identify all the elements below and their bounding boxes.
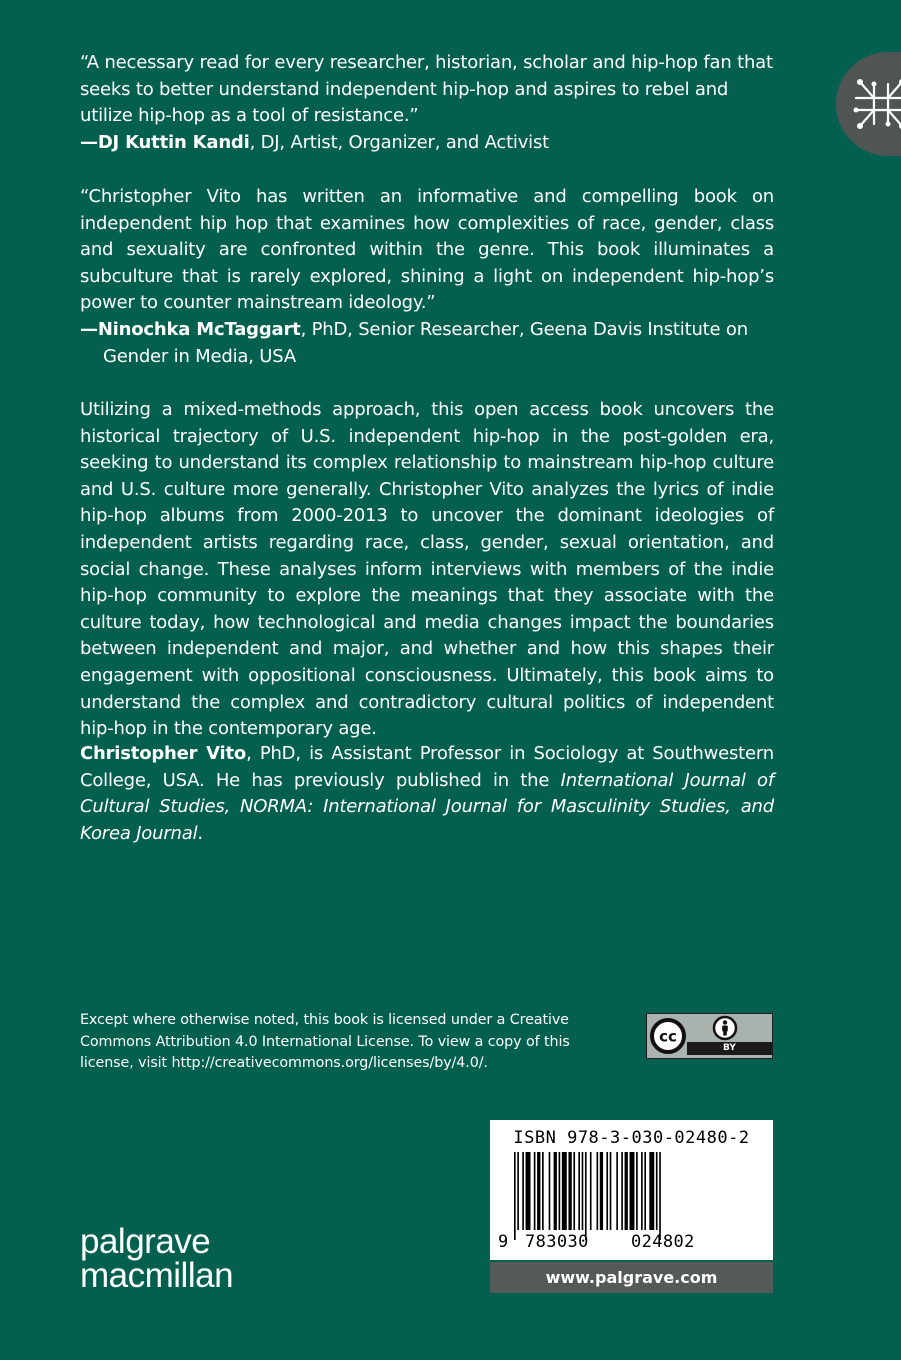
isbn-barcode bbox=[490, 1120, 773, 1260]
barcode-right-digits: 024802 bbox=[631, 1232, 695, 1252]
quote-1-attribution: —DJ Kuttin Kandi, DJ, Artist, Organizer, and Activist bbox=[80, 131, 550, 153]
cc-by-label: BY bbox=[723, 1043, 736, 1053]
creative-commons-icon bbox=[648, 1014, 688, 1058]
barcode-left-digits: 783030 bbox=[525, 1232, 589, 1252]
quote-1-author: DJ Kuttin Kandi bbox=[97, 131, 250, 153]
barcode-bar bbox=[610, 1152, 612, 1230]
barcode-bar bbox=[559, 1152, 561, 1230]
license-notice: Except where otherwise noted, this book is licensed under a Creative Commons Attribution 4.0 International License. To view a copy of this license, visit http://creativecommons.org/licenses/by/4.0/. bbox=[80, 1012, 570, 1071]
barcode-bar bbox=[514, 1152, 516, 1240]
quote-2-role: , PhD, Senior Researcher, Geena Davis Institute on Gender in Media, USA bbox=[103, 318, 748, 367]
barcode-bar bbox=[549, 1152, 551, 1230]
barcode-bar bbox=[522, 1152, 524, 1230]
barcode-bar bbox=[585, 1152, 587, 1240]
author-name: Christopher Vito bbox=[80, 743, 247, 764]
publisher-badge bbox=[836, 52, 901, 156]
barcode-bar bbox=[641, 1152, 643, 1230]
barcode-bar bbox=[600, 1152, 603, 1230]
barcode-bar bbox=[606, 1152, 608, 1230]
barcode-bar bbox=[656, 1152, 658, 1230]
barcode-bar bbox=[625, 1152, 628, 1230]
barcode-bar bbox=[578, 1152, 580, 1230]
book-description: Utilizing a mixed-methods approach, this open access book uncovers the historical trajectory of U.S. independent hip-hop in the post-golden era, seeking to understand its complex relationship to mainstream hip-hop culture and U.S. culture more generally. Christopher Vito analyzes the lyrics of indie hip-hop albums from 2000-2013 to uncover the dominant ideologies of independent artists regarding race, class, gender, sexual orientation, and social change. These analyses inform interviews with members of the indie hip-hop community to explore the meanings that they associate with the culture today, how technological and media changes impact the boundaries between independent and major, and whether and how this shapes their engagement with oppositional consciousness. Ultimately, this book aims to understand the complex and contradictory cultural politics of independent hip-hop in the contemporary age. bbox=[80, 399, 774, 740]
barcode-bar bbox=[573, 1152, 575, 1230]
barcode-bar bbox=[562, 1152, 567, 1230]
svg-text:cc: cc bbox=[659, 1027, 677, 1046]
author-bio: Christopher Vito, PhD, is Assistant Professor in Sociology at Southwestern College, USA. He has previously published in the International Journal of Cultural Studies, NORMA: International Journal for Masculinity Studies, and Korea Journal. bbox=[80, 743, 774, 844]
barcode-bar bbox=[534, 1152, 536, 1230]
isbn-label: ISBN 978-3-030-02480-2 bbox=[513, 1128, 750, 1148]
quote-1-role: , DJ, Artist, Organizer, and Activist bbox=[249, 131, 550, 153]
barcode-bar bbox=[636, 1152, 638, 1230]
barcode-bar bbox=[621, 1152, 623, 1230]
cc-by-badge bbox=[646, 1013, 773, 1059]
journal-list: International Journal of Cultural Studies, NORMA: International Journal for Masculinity Studies, and Korea Journal bbox=[80, 769, 774, 844]
quote-1-text: “A necessary read for every researcher, historian, scholar and hip-hop fan that seeks to better understand independent hip-hop and aspires to rebel and utilize hip-hop as a tool of resistance.” bbox=[80, 52, 773, 127]
endorsement-quote-2 bbox=[80, 184, 774, 370]
logo-line-1: palgrave bbox=[80, 1222, 211, 1261]
quote-2-author: Ninochka McTaggart bbox=[97, 318, 301, 340]
barcode-bar bbox=[597, 1152, 599, 1230]
barcode-bar bbox=[568, 1152, 571, 1230]
barcode-bar bbox=[526, 1152, 531, 1230]
quote-2-attribution: —Ninochka McTaggart, PhD, Senior Researcher, Geena Davis Institute on Gender in Media, USA bbox=[80, 318, 748, 367]
barcode-bar bbox=[659, 1152, 661, 1240]
logo-line-2: macmillan bbox=[80, 1256, 234, 1295]
barcode-bar bbox=[582, 1152, 584, 1230]
endorsement-quote-1 bbox=[80, 50, 774, 156]
barcode-bar bbox=[554, 1152, 557, 1230]
barcode-bar bbox=[649, 1152, 654, 1230]
barcode-bar bbox=[517, 1152, 519, 1230]
barcode-bars bbox=[512, 1152, 752, 1240]
barcode-bar bbox=[537, 1152, 540, 1230]
barcode-first-digit: 9 bbox=[498, 1232, 509, 1252]
network-node-icon bbox=[850, 76, 901, 132]
publisher-url[interactable]: www.palgrave.com bbox=[490, 1262, 773, 1293]
barcode-bar bbox=[644, 1152, 646, 1230]
barcode-bar bbox=[590, 1152, 592, 1230]
attribution-person-icon bbox=[710, 1015, 740, 1041]
quote-2-text: “Christopher Vito has written an informative and compelling book on independent hip hop that examines how complexities of race, gender, class and sexuality are confronted within the genre. This book illuminates a subculture that is rarely explored, shining a light on independent hip-hop’s power to counter mainstream ideology.” bbox=[80, 186, 774, 314]
barcode-bar bbox=[616, 1152, 618, 1230]
barcode-bar bbox=[630, 1152, 635, 1230]
barcode-bar bbox=[542, 1152, 544, 1230]
publisher-logo bbox=[80, 1222, 234, 1295]
